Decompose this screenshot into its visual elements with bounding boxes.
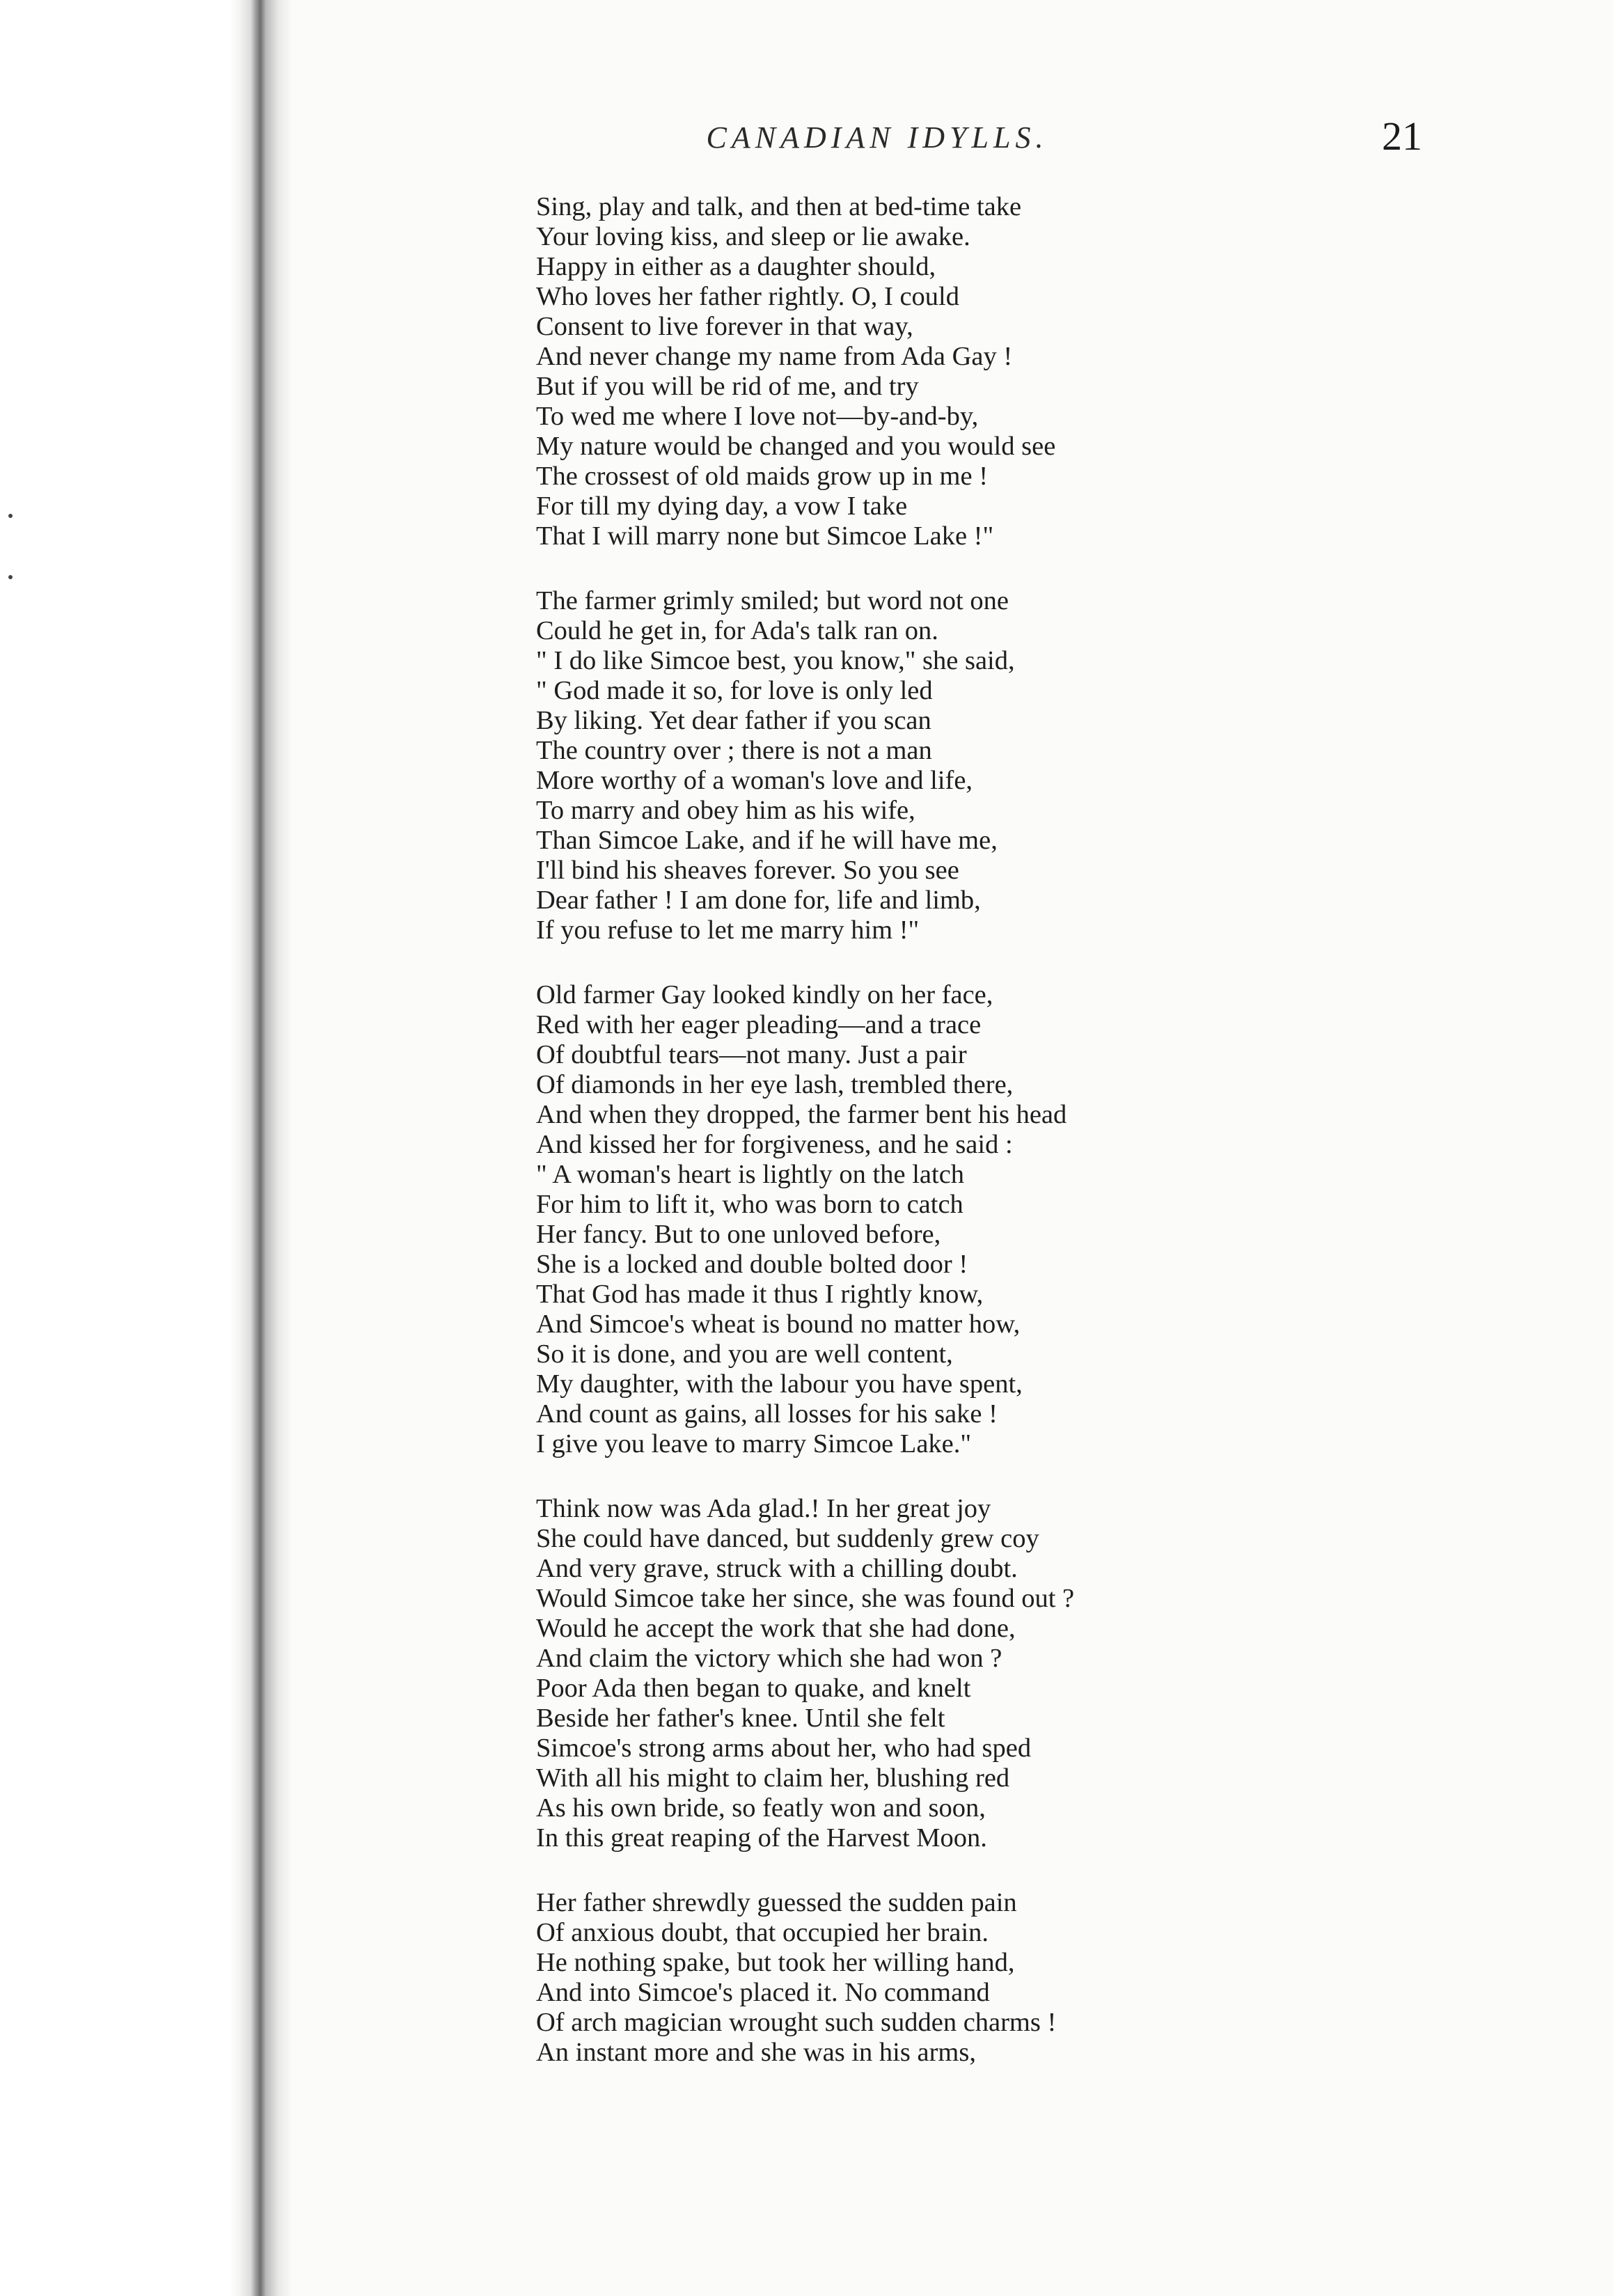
poem-line: I give you leave to marry Simcoe Lake." [536,1429,972,1458]
poem-line: And Simcoe's wheat is bound no matter how, [536,1310,1021,1339]
poem-line: That I will marry none but Simcoe Lake !" [536,521,994,551]
poem-line: Of diamonds in her eye lash, trembled there, [536,1070,1014,1099]
poem-line: Who loves her father rightly. O, I could [536,282,959,311]
poem-line: " God made it so, for love is only led [536,676,933,705]
poem-line: If you refuse to let me marry him !" [536,915,920,945]
poem-line: More worthy of a woman's love and life, [536,766,973,795]
poem-line: And never change my name from Ada Gay ! [536,342,1013,371]
poem-line: My daughter, with the labour you have spent, [536,1369,1023,1399]
stanza [536,586,1511,945]
poem-line: Than Simcoe Lake, and if he will have me, [536,826,998,855]
poem-line: With all his might to claim her, blushing red [536,1763,1010,1793]
poem-line: To marry and obey him as his wife, [536,796,915,825]
poem-line: Of anxious doubt, that occupied her brain. [536,1918,989,1947]
poem-line: She is a locked and double bolted door ! [536,1250,968,1279]
poem-line: Her fancy. But to one unloved before, [536,1220,941,1249]
poem-line: An instant more and she was in his arms, [536,2038,976,2067]
poem-line: And claim the victory which she had won ? [536,1644,1002,1673]
poem-line: To wed me where I love not—by-and-by, [536,402,979,431]
poem-line: My nature would be changed and you would see [536,432,1056,461]
poem-line: Happy in either as a daughter should, [536,252,936,281]
poem-line: And very grave, struck with a chilling doubt. [536,1554,1018,1583]
poem-line: Simcoe's strong arms about her, who had sped [536,1733,1032,1763]
poem-line: Would Simcoe take her since, she was found out ? [536,1584,1075,1613]
scan-speck [8,514,13,518]
poem-line: In this great reaping of the Harvest Moon. [536,1823,987,1853]
stanza [536,192,1511,551]
poem-line: For him to lift it, who was born to catch [536,1190,963,1219]
poem-line: The farmer grimly smiled; but word not one [536,586,1009,615]
poem-line: Her father shrewdly guessed the sudden pain [536,1888,1017,1917]
poem-line: As his own bride, so featly won and soon, [536,1793,986,1823]
poem-line: " A woman's heart is lightly on the latch [536,1160,965,1189]
page-gutter-shadow [0,0,292,2296]
poem-line: Think now was Ada glad.! In her great joy [536,1494,991,1523]
poem-line: The country over ; there is not a man [536,736,932,765]
poem-line: Beside her father's knee. Until she felt [536,1704,945,1733]
poem-line: Red with her eager pleading—and a trace [536,1010,982,1039]
stanza [536,980,1511,1459]
poem-line: Of doubtful tears—not many. Just a pair [536,1040,967,1069]
poem-line: For till my dying day, a vow I take [536,492,908,521]
running-title: CANADIAN IDYLLS. [706,120,1048,155]
poem-line: And count as gains, all losses for his sake ! [536,1399,998,1429]
poem-line: Would he accept the work that she had done, [536,1614,1016,1643]
stanza [536,1888,1511,2068]
page-number: 21 [1382,113,1422,159]
poem-line: The crossest of old maids grow up in me ! [536,462,989,491]
poem-line: Of arch magician wrought such sudden charms ! [536,2008,1057,2037]
poem-body [536,192,1511,2102]
scan-speck [8,575,13,579]
poem-line: Dear father ! I am done for, life and limb, [536,886,981,915]
poem-line: That God has made it thus I rightly know, [536,1280,984,1309]
poem-line: So it is done, and you are well content, [536,1339,953,1369]
poem-line: And kissed her for forgiveness, and he said : [536,1130,1013,1159]
stanza [536,1494,1511,1853]
poem-line: I'll bind his sheaves forever. So you see [536,856,959,885]
poem-line: Your loving kiss, and sleep or lie awake. [536,222,970,251]
poem-line: And when they dropped, the farmer bent his head [536,1100,1067,1129]
poem-line: " I do like Simcoe best, you know," she said, [536,646,1015,675]
poem-line: Poor Ada then began to quake, and knelt [536,1674,971,1703]
poem-line: Old farmer Gay looked kindly on her face, [536,980,993,1009]
poem-line: And into Simcoe's placed it. No command [536,1978,990,2007]
poem-line: Consent to live forever in that way, [536,312,913,341]
poem-line: She could have danced, but suddenly grew coy [536,1524,1039,1553]
poem-line: Sing, play and talk, and then at bed-time take [536,192,1022,221]
poem-line: But if you will be rid of me, and try [536,372,919,401]
poem-line: Could he get in, for Ada's talk ran on. [536,616,938,645]
poem-line: He nothing spake, but took her willing hand, [536,1948,1015,1977]
poem-line: By liking. Yet dear father if you scan [536,706,931,735]
